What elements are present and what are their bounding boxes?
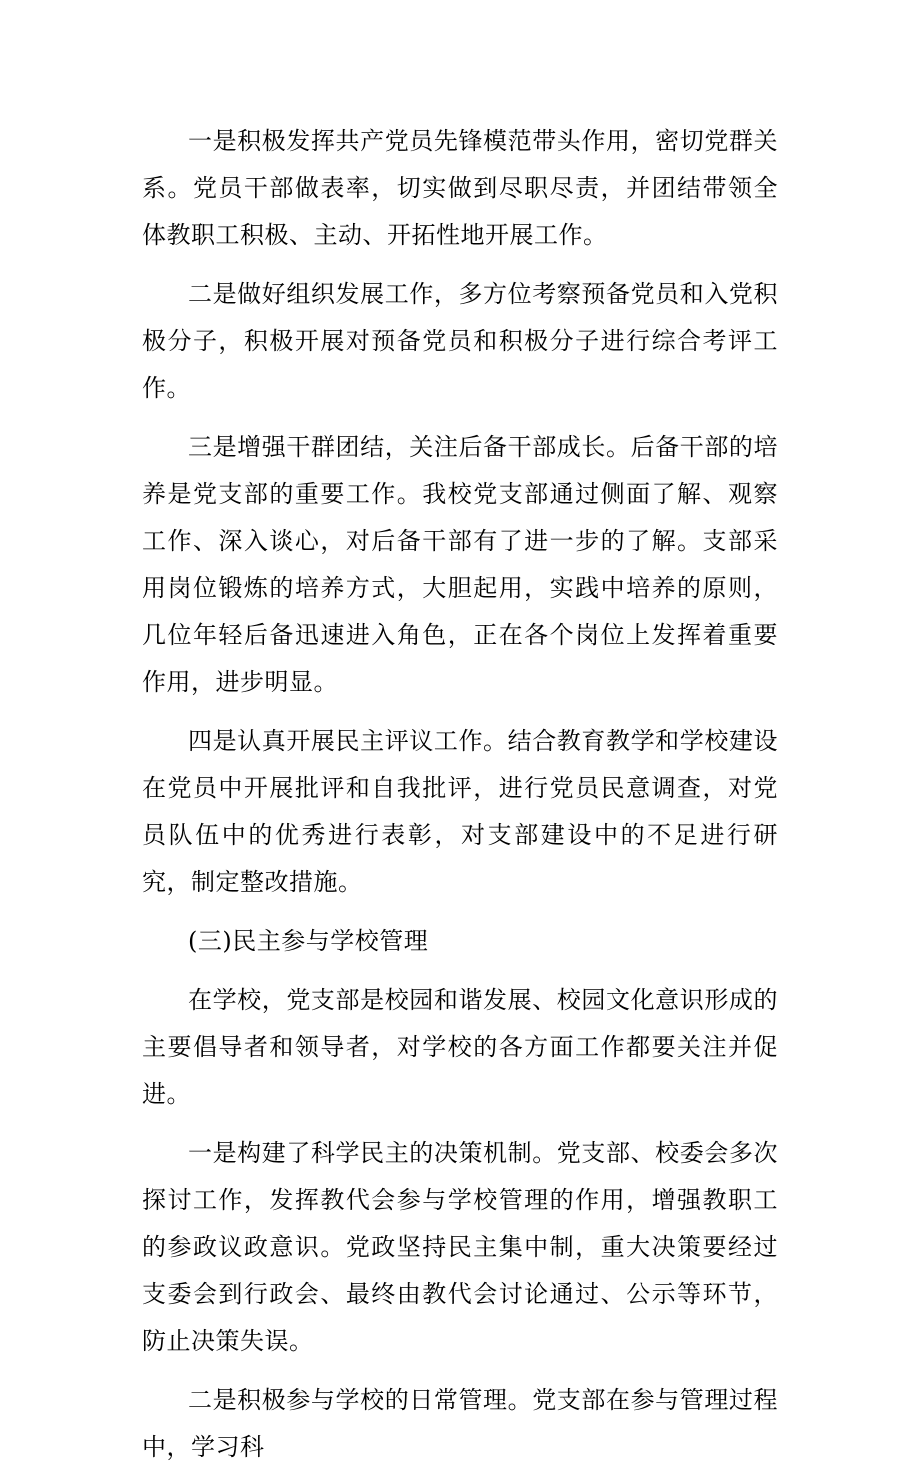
paragraph-school-party-branch: 在学校，党支部是校园和谐发展、校园文化意识形成的主要倡导者和领导者，对学校的各方面工作都要关注并促进。: [142, 986, 778, 1108]
section-heading-democratic-participation: (三)民主参与学校管理: [188, 927, 429, 955]
document-body: [142, 118, 778, 1471]
paragraph-party-member-role: 一是积极发挥共产党员先锋模范带头作用，密切党群关系。党员干部做表率，切实做到尽职尽责，并团结带领全体教职工积极、主动、开拓性地开展工作。: [142, 127, 778, 249]
paragraph-daily-management: 二是积极参与学校的日常管理。党支部在参与管理过程中，学习科: [142, 1386, 778, 1461]
paragraph-decision-mechanism: 一是构建了科学民主的决策机制。党支部、校委会多次探讨工作，发挥教代会参与学校管理的作用，增强教职工的参政议政意识。党政坚持民主集中制，重大决策要经过支委会到行政会、最终由教代会讨论通过、公示等环节，防止决策失误。: [142, 1139, 778, 1355]
paragraph-democratic-evaluation: 四是认真开展民主评议工作。结合教育教学和学校建设在党员中开展批评和自我批评，进行党员民意调查，对党员队伍中的优秀进行表彰，对支部建设中的不足进行研究，制定整改措施。: [142, 727, 778, 896]
paragraph-reserve-cadres: 三是增强干群团结，关注后备干部成长。后备干部的培养是党支部的重要工作。我校党支部通过侧面了解、观察工作、深入谈心，对后备干部有了进一步的了解。支部采用岗位锻炼的培养方式，大胆起用，实践中培养的原则，几位年轻后备迅速进入角色，正在各个岗位上发挥着重要作用，进步明显。: [142, 433, 778, 696]
paragraph-organization-development: 二是做好组织发展工作，多方位考察预备党员和入党积极分子，积极开展对预备党员和积极分子进行综合考评工作。: [142, 280, 778, 402]
